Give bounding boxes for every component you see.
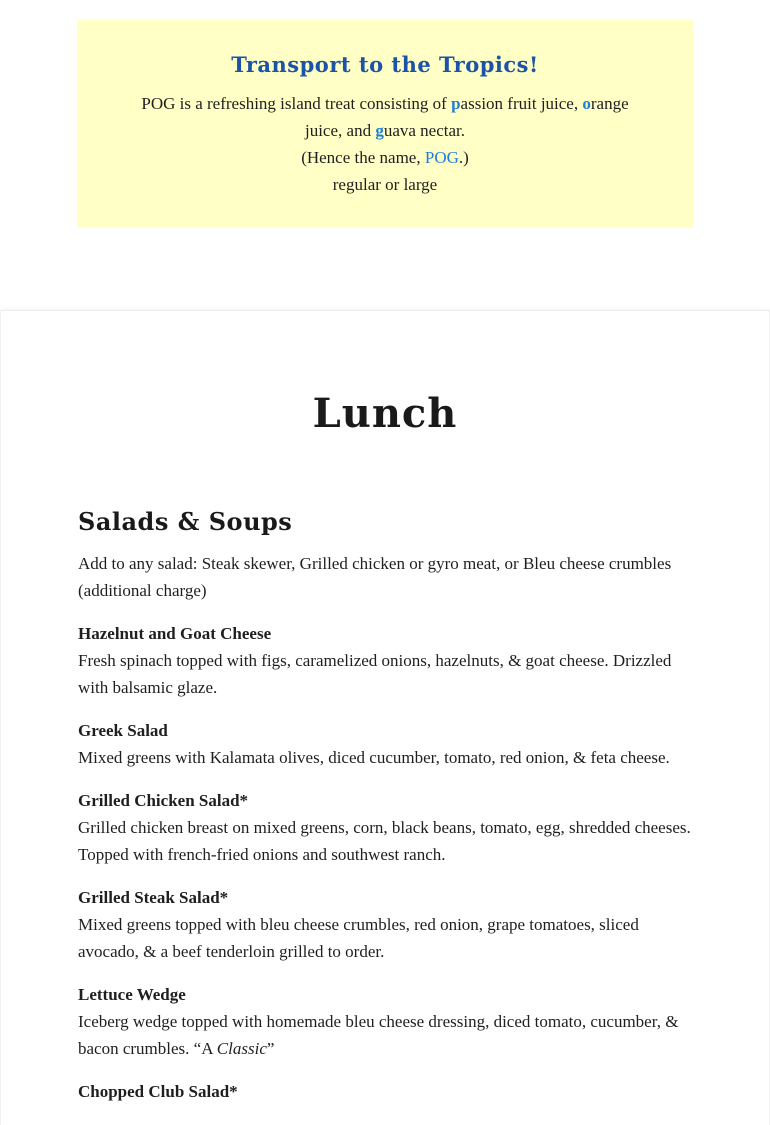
menu-item-description: Mixed greens topped with bleu cheese crumbles, red onion, grape tomatoes, sliced avocado, & a beef tenderloin grilled to order.	[78, 915, 639, 961]
highlight-letter-g: g	[375, 121, 384, 140]
promo-text: juice, and	[304, 121, 376, 140]
menu-item	[78, 620, 694, 701]
menu-item-name: Hazelnut and Goat Cheese	[78, 624, 272, 643]
promo-line-2	[77, 117, 693, 144]
menu-item-description	[78, 1008, 694, 1062]
promo-text: uava nectar.	[383, 121, 466, 140]
highlight-letter-o: o	[582, 94, 591, 113]
promo-text: assion fruit juice,	[460, 94, 583, 113]
description-text: ”	[266, 1039, 275, 1058]
menu-item-description: Mixed greens with Kalamata olives, diced cucumber, tomato, red onion, & feta cheese.	[78, 748, 670, 767]
top-band	[0, 0, 770, 310]
promo-text: range	[590, 94, 629, 113]
section-title: Salads & Soups	[78, 507, 293, 536]
description-emphasis: Classic	[216, 1039, 267, 1058]
menu-item	[78, 717, 694, 771]
promo-line-1	[77, 90, 693, 117]
menu-item-description: Fresh spinach topped with figs, caramelized onions, hazelnuts, & goat cheese. Drizzled with balsamic glaze.	[78, 651, 672, 697]
lunch-title: Lunch	[312, 390, 458, 437]
promo-box	[77, 20, 693, 228]
pog-name: POG	[424, 148, 459, 167]
section-note: Add to any salad: Steak skewer, Grilled chicken or gyro meat, or Bleu cheese crumbles (additional charge)	[78, 554, 672, 600]
menu-item-name: Chopped Club Salad*	[78, 1082, 238, 1101]
menu-item	[78, 787, 694, 868]
menu-item-name: Greek Salad	[78, 721, 168, 740]
menu-item-description: Grilled chicken breast on mixed greens, corn, black beans, tomato, egg, shredded cheeses. Topped with french-fried onions and southwest ranch.	[78, 818, 691, 864]
menu-item-name: Lettuce Wedge	[78, 985, 186, 1004]
menu-item	[78, 1078, 694, 1105]
highlight-letter-p: p	[451, 94, 461, 113]
menu-item	[78, 884, 694, 965]
menu-item	[78, 981, 694, 1062]
promo-text: .)	[458, 148, 469, 167]
lunch-panel	[0, 310, 770, 1125]
promo-text: POG is a refreshing island treat consisting of	[141, 94, 452, 113]
promo-text: (Hence the name,	[301, 148, 425, 167]
menu-item-name: Grilled Steak Salad*	[78, 888, 229, 907]
description-text: Iceberg wedge topped with homemade bleu cheese dressing, diced tomato, cucumber, & bacon crumbles. “A	[78, 1012, 679, 1058]
promo-size-options: regular or large	[332, 175, 438, 194]
promo-title: Transport to the Tropics!	[231, 52, 539, 77]
menu-item-name: Grilled Chicken Salad*	[78, 791, 249, 810]
salads-soups-section	[78, 506, 694, 1121]
promo-line-3	[77, 144, 693, 171]
